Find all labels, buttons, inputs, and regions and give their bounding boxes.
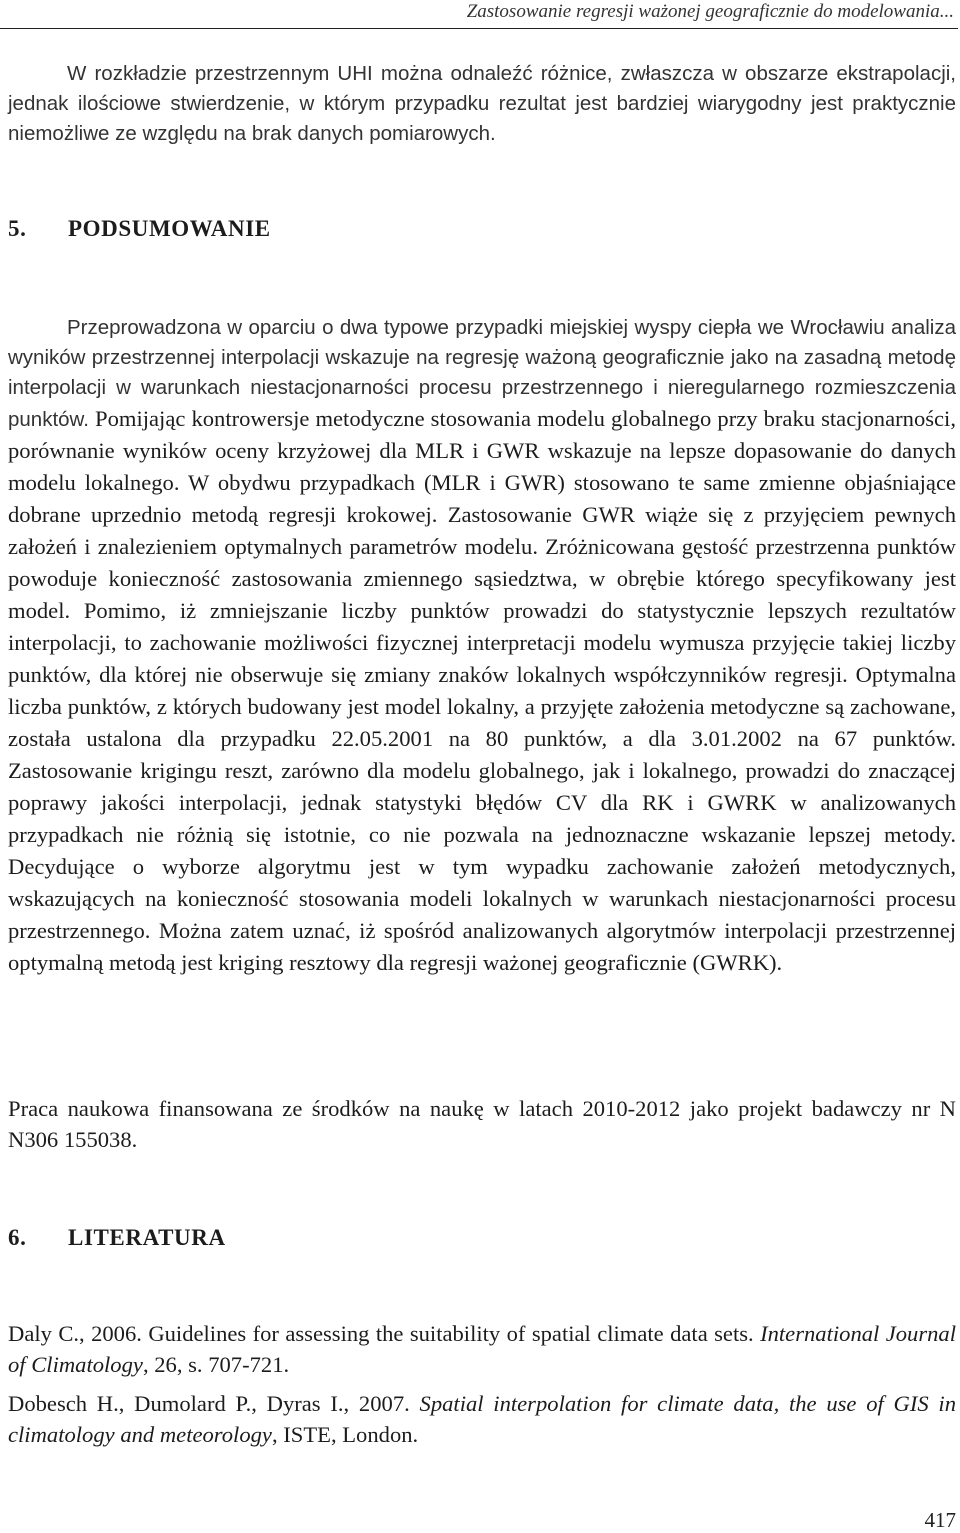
section-5-heading: [8, 216, 271, 242]
section-6-heading: [8, 1225, 226, 1251]
page-number: 417: [924, 1508, 956, 1532]
reference-source: Spatial interpolation for climate data, the use of GIS in climatology and meteorology: [8, 1391, 956, 1447]
section-5-paragraph-1: [8, 313, 956, 979]
section-5-number: 5.: [8, 216, 27, 241]
running-header: [0, 0, 958, 29]
reference-details: , 26, s. 707-721.: [142, 1352, 290, 1377]
reference-authors: Daly C., 2006. Guidelines for assessing the suitability of spatial climate data sets.: [8, 1321, 761, 1346]
section-6-title: LITERATURA: [68, 1225, 226, 1250]
intro-paragraph-block: [8, 59, 956, 149]
section-5-paragraph-1-sans: Przeprowadzona w oparciu o dwa typowe przypadki miejskiej wyspy ciepła we Wrocławiu analiza wyników przestrzennej interpolacji wskazuje na regresję ważoną geograficznie jako na zasadną metodę interpolacji w warunkach niestacjonarności procesu przestrzennego i nieregularnego rozmieszczenia punktów.: [8, 316, 956, 431]
reference-source: International Journal of Climatology: [8, 1321, 956, 1377]
running-title: Zastosowanie regresji ważonej geograficznie do modelowania...: [466, 1, 954, 22]
reference-authors: Dobesch H., Dumolard P., Dyras I., 2007.: [8, 1391, 420, 1416]
section-5-paragraph-1-serif: Pomijając kontrowersje metodyczne stosowania modelu globalnego przy braku stacjonarności, porównanie wyników oceny krzyżowej dla MLR i GWR wskazuje na lepsze dopasowanie do danych modelu lokalnego. W obydwu przypadkach (MLR i GWR) stosowano te same zmienne objaśniające dobrane uprzednio metodą regresji krokowej. Zastosowanie GWR wiąże się z przyjęciem pewnych założeń i znalezieniem optymalnych parametrów modelu. Zróżnicowana gęstość przestrzenna punktów powoduje konieczność zastosowania zmiennego sąsiedztwa, w obrębie którego specyfikowany jest model. Pomimo, iż zmniejszanie liczby punktów prowadzi do statystycznie lepszych rezultatów interpolacji, to zachowanie możliwości fizycznej interpretacji modelu wymusza przyjęcie takiej liczby punktów, dla której nie obserwuje się zmiany znaków lokalnych współczynników regresji. Optymalna liczba punktów, z których budowany jest model lokalny, a przyjęte założenia metodyczne są zachowane, została ustalona dla przypadku 22.05.2001 na 80 punktów, a dla 3.01.2002 na 67 punktów. Zastosowanie krigingu reszt, zarówno dla modelu globalnego, jak i lokalnego, prowadzi do znaczącej poprawy jakości interpolacji, jednak statystyki błędów CV dla RK i GWRK w analizowanych przypadkach nie różnią się istotnie, co nie pozwala na jednoznaczne wskazanie lepszej metody. Decydujące o wyborze algorytmu jest w tym wypadku zachowanie założeń metodycznych, wskazujących na konieczność stosowania modeli lokalnych w warunkach niestacjonarności procesu przestrzennego. Można zatem uznać, iż spośród analizowanych algorytmów interpolacji przestrzennej optymalną metodą jest kriging resztowy dla regresji ważonej geograficznie (GWRK).: [8, 406, 956, 975]
funding-note-block: [8, 1093, 956, 1155]
section-5-paragraph-1-block: [8, 313, 956, 979]
section-6-number: 6.: [8, 1225, 27, 1250]
reference-item: [8, 1388, 956, 1450]
section-5-title: PODSUMOWANIE: [68, 216, 271, 241]
reference-item: [8, 1318, 956, 1380]
references-list: [8, 1318, 956, 1450]
funding-note: Praca naukowa finansowana ze środków na naukę w latach 2010-2012 jako projekt badawczy nr N N306 155038.: [8, 1096, 956, 1152]
intro-paragraph: W rozkładzie przestrzennym UHI można odnaleźć różnice, zwłaszcza w obszarze ekstrapolacji, jednak ilościowe stwierdzenie, w którym przypadku rezultat jest bardziej wiarygodny jest praktycznie niemożliwe ze względu na brak danych pomiarowych.: [8, 62, 956, 145]
reference-details: , ISTE, London.: [271, 1422, 419, 1447]
